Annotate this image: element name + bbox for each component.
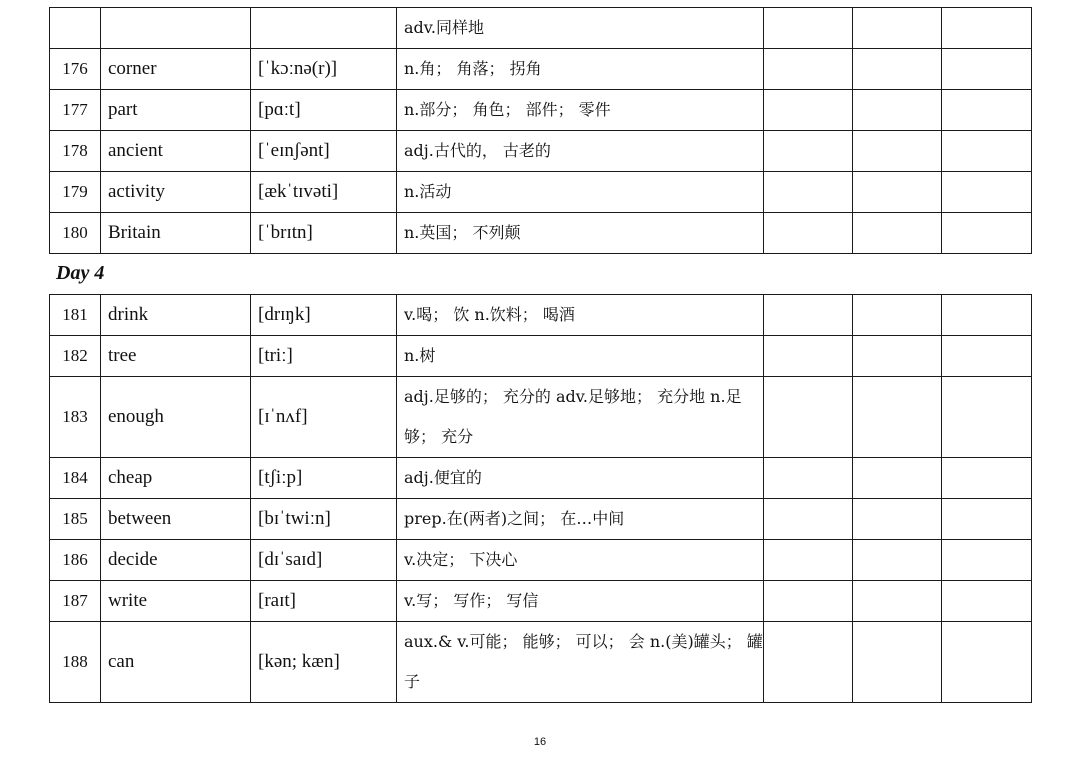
blank-cell: [853, 622, 942, 703]
word-cell: part: [101, 90, 251, 131]
row-number: 179: [50, 172, 101, 213]
blank-cell: [942, 131, 1032, 172]
row-number: 186: [50, 540, 101, 581]
definition-cell: v.决定； 下决心: [397, 540, 764, 581]
blank-cell: [853, 458, 942, 499]
blank-cell: [942, 581, 1032, 622]
blank-cell: [942, 213, 1032, 254]
blank-cell: [764, 336, 853, 377]
vocab-table-day4: [49, 294, 1032, 703]
blank-cell: [764, 8, 853, 49]
definition-cell: aux.& v.可能； 能够； 可以； 会 n.(美)罐头； 罐子: [397, 622, 764, 703]
table-row: [50, 295, 1032, 336]
definition-cell: n.活动: [397, 172, 764, 213]
definition-cell: n.部分； 角色； 部件； 零件: [397, 90, 764, 131]
definition-cell: adv.同样地: [397, 8, 764, 49]
blank-cell: [764, 540, 853, 581]
blank-cell: [764, 581, 853, 622]
table-row: [50, 49, 1032, 90]
word-cell: can: [101, 622, 251, 703]
row-number: 187: [50, 581, 101, 622]
definition-cell: n.角； 角落； 拐角: [397, 49, 764, 90]
definition-cell: prep.在(两者)之间； 在…中间: [397, 499, 764, 540]
blank-cell: [764, 458, 853, 499]
blank-cell: [853, 540, 942, 581]
definition-cell: v.喝； 饮 n.饮料； 喝酒: [397, 295, 764, 336]
phonetic-cell: [251, 8, 397, 49]
word-cell: ancient: [101, 131, 251, 172]
blank-cell: [942, 8, 1032, 49]
blank-cell: [853, 131, 942, 172]
definition-cell: adj.足够的； 充分的 adv.足够地； 充分地 n.足够； 充分: [397, 377, 764, 458]
phonetic-cell: [raɪt]: [251, 581, 397, 622]
blank-cell: [853, 90, 942, 131]
blank-cell: [764, 49, 853, 90]
table-row: [50, 622, 1032, 703]
blank-cell: [853, 172, 942, 213]
blank-cell: [942, 458, 1032, 499]
blank-cell: [942, 295, 1032, 336]
phonetic-cell: [bɪˈtwiːn]: [251, 499, 397, 540]
blank-cell: [853, 581, 942, 622]
blank-cell: [764, 131, 853, 172]
phonetic-cell: [ˈkɔːnə(r)]: [251, 49, 397, 90]
row-number: 184: [50, 458, 101, 499]
blank-cell: [942, 336, 1032, 377]
row-number: 182: [50, 336, 101, 377]
blank-cell: [942, 172, 1032, 213]
blank-cell: [853, 8, 942, 49]
blank-cell: [853, 377, 942, 458]
blank-cell: [764, 90, 853, 131]
day-heading: Day 4: [56, 262, 105, 284]
row-number: 177: [50, 90, 101, 131]
row-number: 181: [50, 295, 101, 336]
row-number: 178: [50, 131, 101, 172]
blank-cell: [853, 49, 942, 90]
row-number: 188: [50, 622, 101, 703]
table-row: [50, 131, 1032, 172]
phonetic-cell: [ˈbrɪtn]: [251, 213, 397, 254]
definition-cell: n.树: [397, 336, 764, 377]
vocab-table-top: [49, 7, 1032, 254]
definition-cell: adj.便宜的: [397, 458, 764, 499]
phonetic-cell: [drɪŋk]: [251, 295, 397, 336]
phonetic-cell: [ɪˈnʌf]: [251, 377, 397, 458]
word-cell: write: [101, 581, 251, 622]
table-row: [50, 336, 1032, 377]
blank-cell: [942, 499, 1032, 540]
phonetic-cell: [ˈeɪnʃənt]: [251, 131, 397, 172]
definition-cell: adj.古代的， 古老的: [397, 131, 764, 172]
page-number: 16: [533, 736, 547, 748]
row-number: 183: [50, 377, 101, 458]
table-row: [50, 213, 1032, 254]
blank-cell: [942, 540, 1032, 581]
blank-cell: [853, 336, 942, 377]
blank-cell: [942, 49, 1032, 90]
phonetic-cell: [pɑːt]: [251, 90, 397, 131]
blank-cell: [764, 622, 853, 703]
word-cell: tree: [101, 336, 251, 377]
blank-cell: [853, 295, 942, 336]
table-row: [50, 458, 1032, 499]
word-cell: activity: [101, 172, 251, 213]
phonetic-cell: [tʃiːp]: [251, 458, 397, 499]
word-cell: drink: [101, 295, 251, 336]
blank-cell: [942, 377, 1032, 458]
table-row: [50, 581, 1032, 622]
word-cell: enough: [101, 377, 251, 458]
phonetic-cell: [triː]: [251, 336, 397, 377]
row-number: 185: [50, 499, 101, 540]
blank-cell: [764, 295, 853, 336]
definition-cell: v.写； 写作； 写信: [397, 581, 764, 622]
row-number: [50, 8, 101, 49]
table-row: [50, 172, 1032, 213]
blank-cell: [764, 377, 853, 458]
word-cell: between: [101, 499, 251, 540]
table-row: [50, 90, 1032, 131]
blank-cell: [853, 499, 942, 540]
word-cell: cheap: [101, 458, 251, 499]
blank-cell: [853, 213, 942, 254]
table-row: [50, 499, 1032, 540]
blank-cell: [764, 213, 853, 254]
phonetic-cell: [kən; kæn]: [251, 622, 397, 703]
blank-cell: [942, 622, 1032, 703]
word-cell: decide: [101, 540, 251, 581]
row-number: 176: [50, 49, 101, 90]
word-cell: [101, 8, 251, 49]
table-row: [50, 8, 1032, 49]
word-cell: Britain: [101, 213, 251, 254]
table-row: [50, 540, 1032, 581]
definition-cell: n.英国； 不列颠: [397, 213, 764, 254]
row-number: 180: [50, 213, 101, 254]
table-row: [50, 377, 1032, 458]
phonetic-cell: [ækˈtɪvəti]: [251, 172, 397, 213]
blank-cell: [942, 90, 1032, 131]
phonetic-cell: [dɪˈsaɪd]: [251, 540, 397, 581]
blank-cell: [764, 172, 853, 213]
blank-cell: [764, 499, 853, 540]
word-cell: corner: [101, 49, 251, 90]
